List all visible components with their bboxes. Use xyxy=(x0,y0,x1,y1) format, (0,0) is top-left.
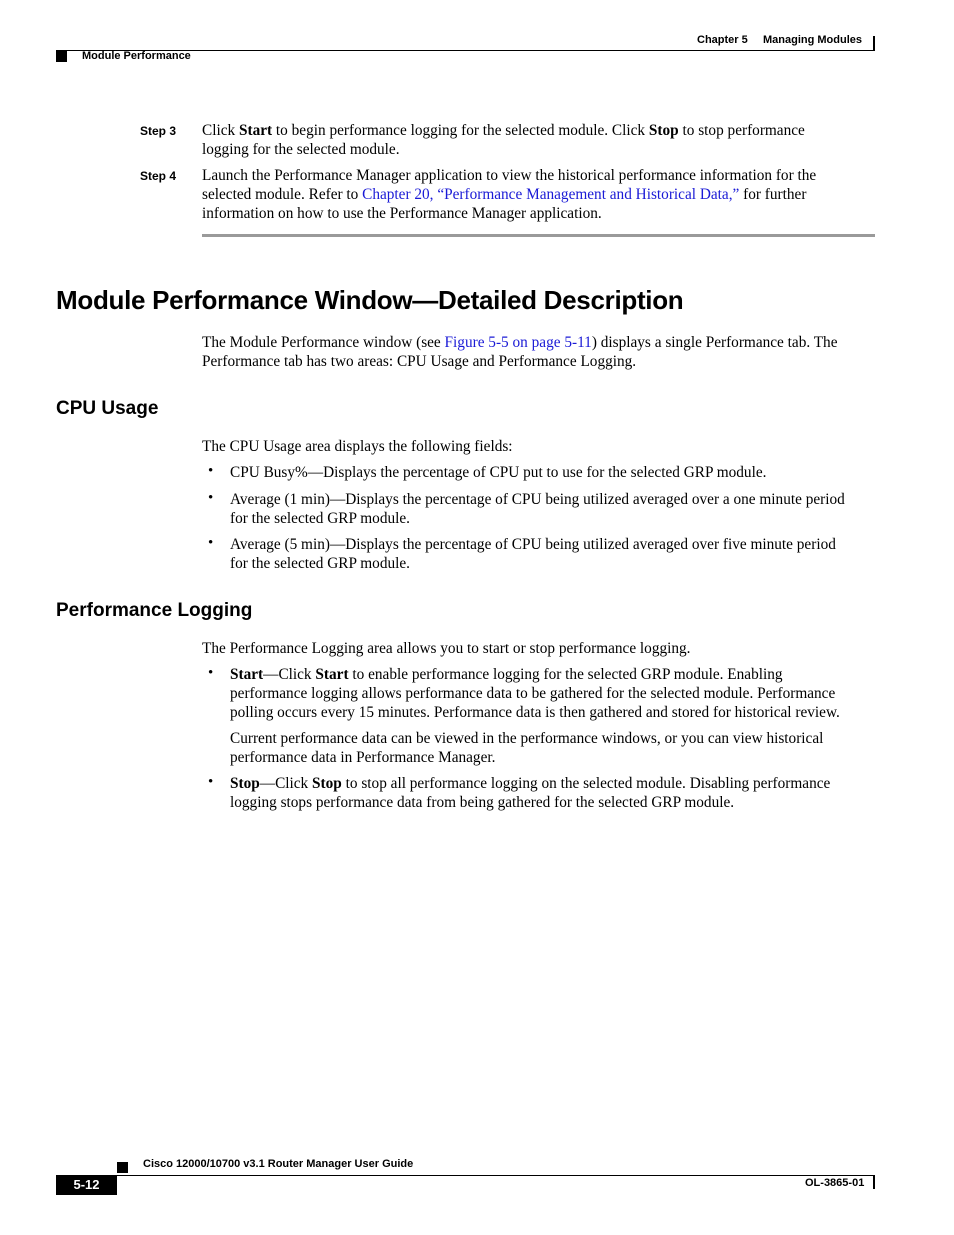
bullet-marker: • xyxy=(208,774,214,790)
stop-item: Stop—Click Stop to stop all performance logging on the selected module. Disabling performance logging stops performance data from being gathered for the selected GRP module. xyxy=(230,775,831,811)
intro-line2: Performance tab has two areas: CPU Usage and Performance Logging. xyxy=(202,353,637,370)
footer-marker xyxy=(117,1162,128,1173)
bullet-marker: • xyxy=(208,535,214,551)
header-chapter-title: Managing Modules xyxy=(763,34,862,46)
start-item-note: Current performance data can be viewed in the performance windows, or you can view historical performance data in Performance Manager. xyxy=(230,730,824,766)
cpu-usage-intro: The CPU Usage area displays the following fields: xyxy=(202,438,513,455)
performance-logging-intro: The Performance Logging area allows you to start or stop performance logging. xyxy=(202,640,691,657)
stop-term: Stop xyxy=(648,122,679,139)
intro-line1: The Module Performance window (see Figure 5-5 on page 5-11) displays a single Performance tab. The xyxy=(202,334,838,351)
step-4-line3: information on how to use the Performance Manager application. xyxy=(202,205,602,222)
start-term: Start xyxy=(238,122,273,139)
footer-right-tick xyxy=(873,1175,875,1189)
step-4-line2: selected module. Refer to Chapter 20, “Performance Management and Historical Data,” for further xyxy=(202,186,807,203)
footer-doc-id: OL-3865-01 xyxy=(805,1177,865,1189)
average-1min-item: Average (1 min)—Displays the percentage of CPU being utilized averaged over a one minute period for the selected GRP module. xyxy=(230,491,845,527)
step-4-label: Step 4 xyxy=(140,169,177,183)
bullet-marker: • xyxy=(208,490,214,506)
bullet-marker: • xyxy=(208,665,214,681)
footer-guide-title: Cisco 12000/10700 v3.1 Router Manager User Guide xyxy=(143,1158,414,1170)
step-3-text xyxy=(202,121,882,159)
performance-logging-heading: Performance Logging xyxy=(56,600,253,621)
step-4-line1: Launch the Performance Manager application to view the historical performance information for the xyxy=(202,167,817,184)
cpu-usage-heading: CPU Usage xyxy=(56,398,159,419)
cpu-busy-item: CPU Busy%—Displays the percentage of CPU put to use for the selected GRP module. xyxy=(230,464,767,481)
step-3-label: Step 3 xyxy=(140,124,177,138)
step-4-text xyxy=(202,166,882,223)
page-number: 5-12 xyxy=(73,1177,100,1192)
section-title: Module Performance Window—Detailed Description xyxy=(56,285,684,315)
chapter-20-link[interactable]: Chapter 20, “Performance Management and Historical Data,” xyxy=(362,186,740,203)
step-3-line1: Click Start to begin performance logging for the selected module. Click Stop to stop performance xyxy=(202,122,805,139)
average-5min-item: Average (5 min)—Displays the percentage of CPU being utilized averaged over five minute period for the selected GRP module. xyxy=(230,536,836,572)
header-chapter: Chapter 5 xyxy=(697,34,748,46)
header-right-tick xyxy=(873,36,875,51)
steps-end-rule xyxy=(202,234,875,237)
footer-rule xyxy=(116,1175,875,1176)
step-3-line2: logging for the selected module. xyxy=(202,141,400,158)
intro-paragraph xyxy=(202,333,882,371)
header-section-marker xyxy=(56,51,67,62)
start-item: Start—Click Start to enable performance logging for the selected GRP module. Enabling performance logging allows performance data to be gathered for the selected module. Performance polling occurs every 15 minutes. Performance data is then gathered and stored for historical review. Current performance data can be viewed in the performance windows, or you can view historical performance data in Performance Manager. xyxy=(230,665,890,767)
bullet-marker: • xyxy=(208,463,214,479)
header-section: Module Performance xyxy=(82,50,191,62)
figure-5-5-link[interactable]: Figure 5-5 on page 5-11 xyxy=(444,334,592,351)
